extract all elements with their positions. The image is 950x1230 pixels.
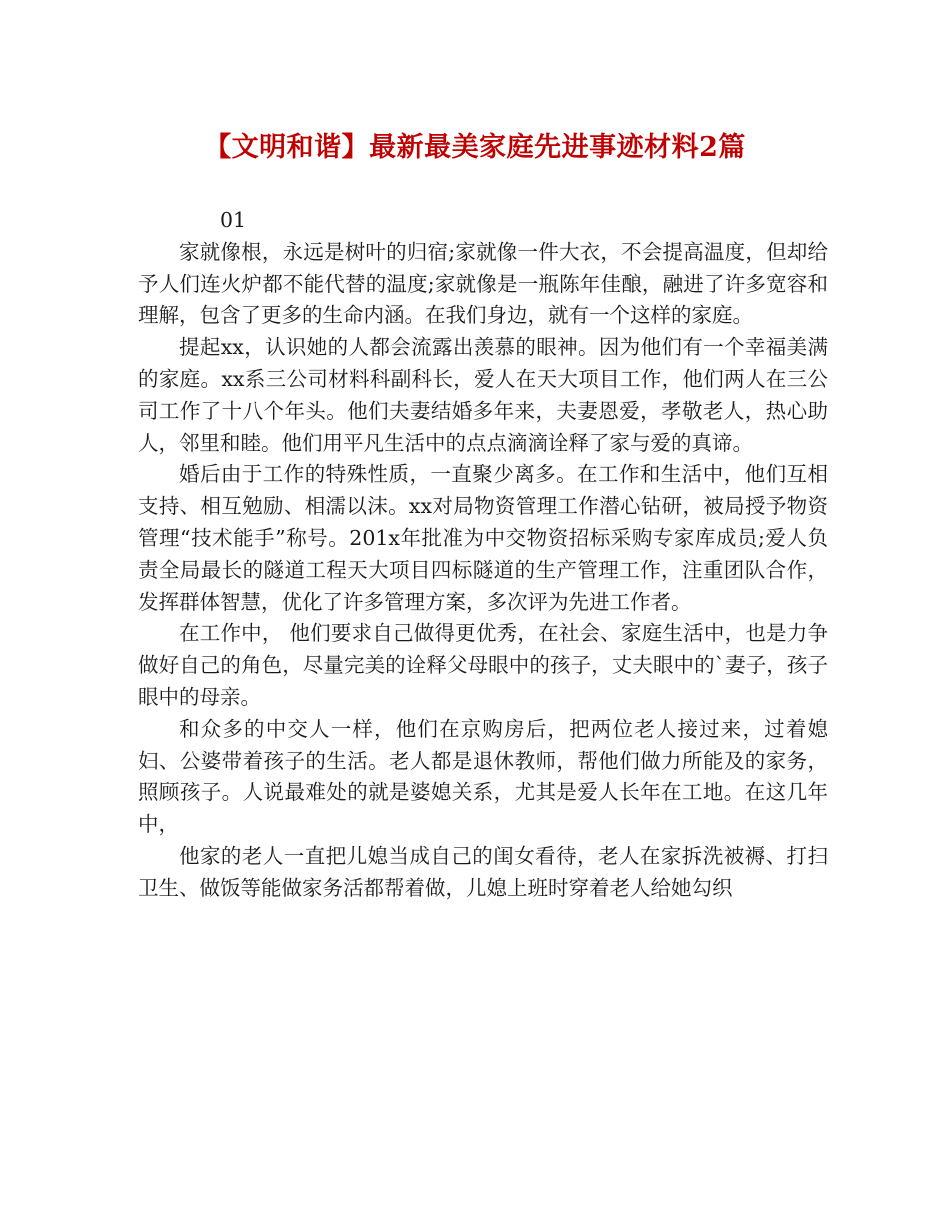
- paragraph: 提起xx，认识她的人都会流露出羡慕的眼神。因为他们有一个幸福美满的家庭。xx系三公司材料科副科长，爱人在天大项目工作，他们两人在三公司工作了十八个年头。他们夫妻结婚多年来，夫妻恩爱，孝敬老人，热心助人，邻里和睦。他们用平凡生活中的点点滴滴诠释了家与爱的真谛。: [138, 335, 828, 455]
- paragraph: 婚后由于工作的特殊性质，一直聚少离多。在工作和生活中，他们互相支持、相互勉励、相濡以沫。xx对局物资管理工作潜心钻研，被局授予物资管理“技术能手”称号。201x年批准为中交物资招标采购专家库成员;爱人负责全局最长的隧道工程天大项目四标隧道的生产管理工作，注重团队合作，发挥群体智慧，优化了许多管理方案，多次评为先进工作者。: [138, 462, 828, 614]
- paragraph: 他家的老人一直把儿媳当成自己的闺女看待，老人在家拆洗被褥、打扫卫生、做饭等能做家务活都帮着做，儿媳上班时穿着老人给她勾织: [138, 843, 828, 900]
- paragraph: 和众多的中交人一样，他们在京购房后，把两位老人接过来，过着媳妇、公婆带着孩子的生活。老人都是退休教师，帮他们做力所能及的家务，照顾孩子。人说最难处的就是婆媳关系，尤其是爱人长年在工地。在这几年中，: [138, 716, 828, 837]
- document-body: [138, 205, 828, 905]
- paragraph: 在工作中， 他们要求自己做得更优秀，在社会、家庭生活中，也是力争做好自己的角色，尽量完美的诠释父母眼中的孩子，丈夫眼中的`妻子，孩子眼中的母亲。: [138, 621, 828, 709]
- section-number-text: 01: [220, 208, 247, 232]
- section-number: [138, 205, 828, 237]
- paragraph: 家就像根，永远是树叶的归宿;家就像一件大衣，不会提高温度，但却给予人们连火炉都不能代替的温度;家就像是一瓶陈年佳酿，融进了许多宽容和理解，包含了更多的生命内涵。在我们身边，就有一个这样的家庭。: [138, 239, 828, 328]
- document-title: 【文明和谐】最新最美家庭先进事迹材料2篇: [204, 132, 746, 163]
